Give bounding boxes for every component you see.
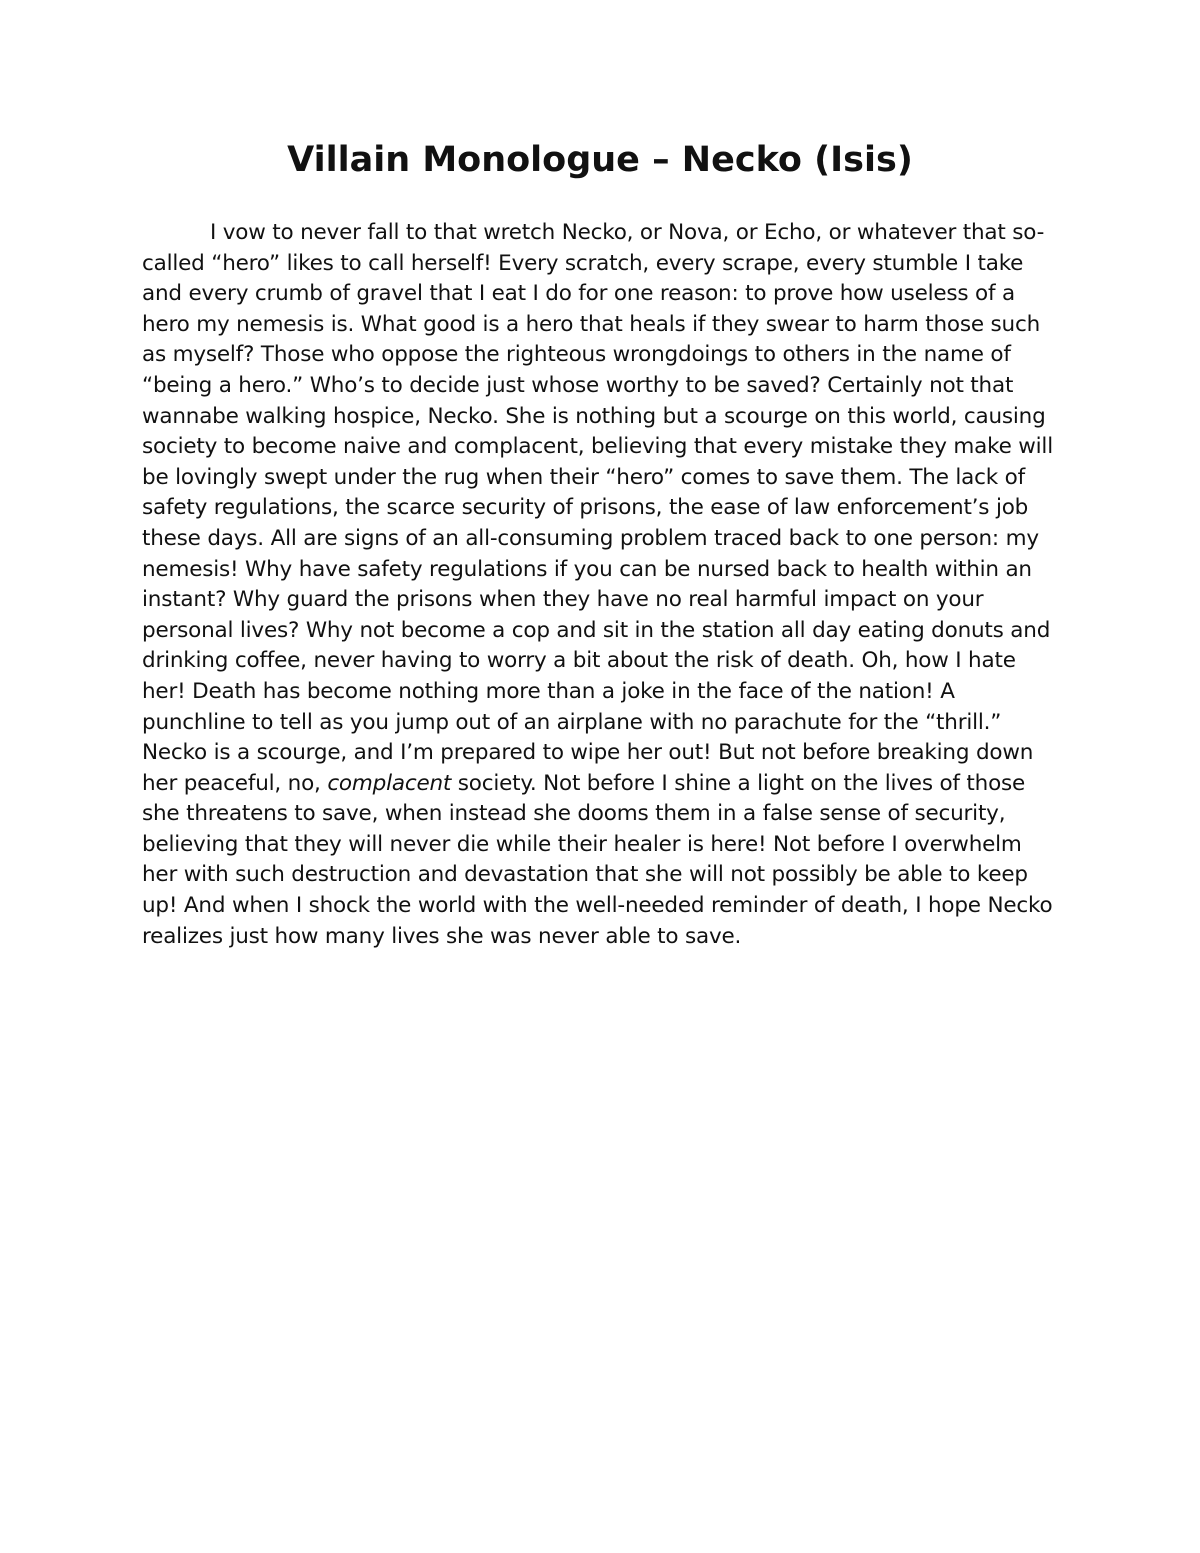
document-title: Villain Monologue – Necko (Isis) [287,140,913,180]
paragraph-text-part-1: I vow to never fall to that wretch Necko, or Nova, or Echo, or whatever that so-called “hero” likes to call herself! Every scratch, every scrape, every stumble I take and every crumb of gravel that I eat I do for one reason: to prove how useless of a hero my nemesis is. What good is a hero that heals if they swear to harm those such as myself? Those who oppose the righteous wrongdoings to others in the name of “being a hero.” Who’s to decide just whose worthy to be saved? Certainly not that wannabe walking hospice, Necko. She is nothing but a scourge on this world, causing society to become naive and complacent, believing that every mistake they make will be lovingly swept under the rug when their “hero” comes to save them. The lack of safety regulations, the scarce security of prisons, the ease of law enforcement’s job these days. All are signs of an all-consuming problem traced back to one person: my nemesis! Why have safety regulations if you can be nursed back to health within an instant? Why guard the prisons when they have no real harmful impact on your personal lives? Why not become a cop and sit in the station all day eating donuts and drinking coffee, never having to worry a bit about the risk of death. Oh, how I hate her! Death has become nothing more than a joke in the face of the nation! A punchline to tell as you jump out of an airplane with no parachute for the “thrill.” Necko is a scourge, and I’m prepared to wipe her out! But not before breaking down her peaceful, no, [142,220,1053,796]
monologue-paragraph [142,218,1060,952]
emphasized-word: complacent [327,770,452,796]
paragraph-text-part-2: society. Not before I shine a light on the lives of those she threatens to save, when instead she dooms them in a false sense of security, believing that they will never die while their healer is here! Not before I overwhelm her with such destruction and devastation that she will not possibly be able to keep up! And when I shock the world with the well-needed reminder of death, I hope Necko realizes just how many lives she was never able to save. [142,770,1053,949]
